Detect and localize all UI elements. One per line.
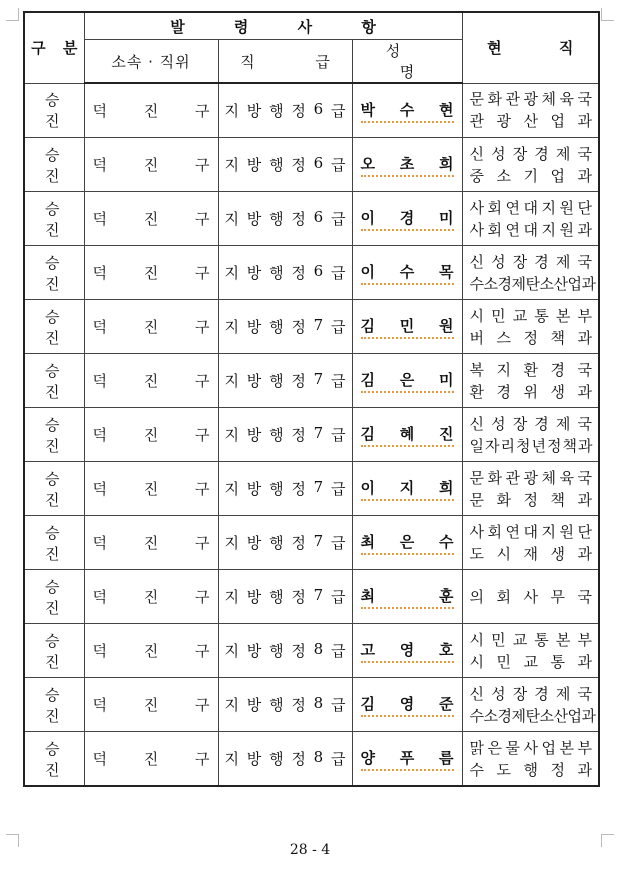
- table-row: [24, 732, 599, 787]
- row-affiliation: 덕 진 구: [84, 192, 218, 246]
- row-current-post: 신 성 장 경 제 국 일 자 리 청 년 정 책 과: [462, 408, 599, 462]
- page-number: 28 - 4: [289, 842, 331, 858]
- row-category: 승 진: [24, 138, 84, 192]
- row-category: 승 진: [24, 408, 84, 462]
- row-affiliation: 덕 진 구: [84, 462, 218, 516]
- crop-mark-top-right: [601, 8, 614, 21]
- crop-mark-top-left: [6, 8, 19, 21]
- row-current-post: 사 회 연 대 지 원 단 사 회 연 대 지 원 과: [462, 192, 599, 246]
- header-grade: 직 급: [218, 40, 352, 84]
- row-affiliation: 덕 진 구: [84, 300, 218, 354]
- header-name: 성 명: [352, 40, 462, 84]
- table-row: [24, 83, 599, 138]
- row-current-post: 문 화 관 광 체 육 국 문 화 정 책 과: [462, 462, 599, 516]
- row-category: 승 진: [24, 462, 84, 516]
- row-affiliation: 덕 진 구: [84, 516, 218, 570]
- table-header: [24, 12, 599, 83]
- row-affiliation: 덕 진 구: [84, 678, 218, 732]
- row-current-post: 복 지 환 경 국 환 경 위 생 과: [462, 354, 599, 408]
- row-category: 승 진: [24, 354, 84, 408]
- row-person-name: 김 혜 진: [352, 408, 462, 462]
- row-grade: 지 방 행 정 7 급: [218, 516, 352, 570]
- row-category: 승 진: [24, 678, 84, 732]
- row-grade: 지 방 행 정 8 급: [218, 624, 352, 678]
- header-current-post: 현 직: [462, 12, 599, 83]
- row-grade: 지 방 행 정 7 급: [218, 570, 352, 624]
- table-row: [24, 678, 599, 732]
- table-row: [24, 462, 599, 516]
- row-grade: 지 방 행 정 7 급: [218, 354, 352, 408]
- row-current-post: 신 성 장 경 제 국 중 소 기 업 과: [462, 138, 599, 192]
- row-current-post: 문 화 관 광 체 육 국 관 광 산 업 과: [462, 83, 599, 138]
- row-grade: 지 방 행 정 6 급: [218, 192, 352, 246]
- row-affiliation: 덕 진 구: [84, 83, 218, 138]
- row-person-name: 이 수 목: [352, 246, 462, 300]
- header-category: 구 분: [24, 12, 84, 83]
- row-grade: 지 방 행 정 7 급: [218, 462, 352, 516]
- row-grade: 지 방 행 정 8 급: [218, 732, 352, 787]
- table-row: [24, 300, 599, 354]
- row-person-name: 박 수 현: [352, 83, 462, 138]
- header-affiliation: 소속 · 직위: [84, 40, 218, 84]
- table-row: [24, 138, 599, 192]
- row-current-post: 의 회 사 무 국: [462, 570, 599, 624]
- table-row: [24, 192, 599, 246]
- row-category: 승 진: [24, 83, 84, 138]
- row-grade: 지 방 행 정 7 급: [218, 408, 352, 462]
- row-category: 승 진: [24, 732, 84, 787]
- row-grade: 지 방 행 정 8 급: [218, 678, 352, 732]
- row-person-name: 양 푸 름: [352, 732, 462, 787]
- table-row: [24, 246, 599, 300]
- row-person-name: 김 영 준: [352, 678, 462, 732]
- row-person-name: 김 민 원: [352, 300, 462, 354]
- row-current-post: 사 회 연 대 지 원 단 도 시 재 생 과: [462, 516, 599, 570]
- row-current-post: 맑 은 물 사 업 본 부 수 도 행 정 과: [462, 732, 599, 787]
- row-person-name: 이 지 희: [352, 462, 462, 516]
- table-row: [24, 570, 599, 624]
- row-current-post: 시 민 교 통 본 부 시 민 교 통 과: [462, 624, 599, 678]
- row-affiliation: 덕 진 구: [84, 246, 218, 300]
- row-affiliation: 덕 진 구: [84, 138, 218, 192]
- table-row: [24, 516, 599, 570]
- row-person-name: 고 영 호: [352, 624, 462, 678]
- row-category: 승 진: [24, 300, 84, 354]
- row-person-name: 오 초 희: [352, 138, 462, 192]
- row-person-name: 최 훈: [352, 570, 462, 624]
- row-category: 승 진: [24, 624, 84, 678]
- row-person-name: 최 은 수: [352, 516, 462, 570]
- table-row: [24, 354, 599, 408]
- row-current-post: 신 성 장 경 제 국 수 소 경 제 탄 소 산 업 과: [462, 678, 599, 732]
- row-grade: 지 방 행 정 6 급: [218, 83, 352, 138]
- row-grade: 지 방 행 정 7 급: [218, 300, 352, 354]
- row-affiliation: 덕 진 구: [84, 408, 218, 462]
- row-affiliation: 덕 진 구: [84, 354, 218, 408]
- row-current-post: 신 성 장 경 제 국 수 소 경 제 탄 소 산 업 과: [462, 246, 599, 300]
- row-category: 승 진: [24, 516, 84, 570]
- table-row: [24, 624, 599, 678]
- row-category: 승 진: [24, 192, 84, 246]
- row-affiliation: 덕 진 구: [84, 732, 218, 787]
- table-body: [24, 83, 599, 786]
- row-affiliation: 덕 진 구: [84, 570, 218, 624]
- row-grade: 지 방 행 정 6 급: [218, 138, 352, 192]
- table-row: [24, 408, 599, 462]
- header-appointment: 발 령 사 항: [84, 12, 462, 40]
- row-person-name: 김 은 미: [352, 354, 462, 408]
- row-category: 승 진: [24, 570, 84, 624]
- row-category: 승 진: [24, 246, 84, 300]
- row-person-name: 이 경 미: [352, 192, 462, 246]
- row-affiliation: 덕 진 구: [84, 624, 218, 678]
- personnel-appointment-table: [23, 11, 600, 787]
- row-current-post: 시 민 교 통 본 부 버 스 정 책 과: [462, 300, 599, 354]
- row-grade: 지 방 행 정 6 급: [218, 246, 352, 300]
